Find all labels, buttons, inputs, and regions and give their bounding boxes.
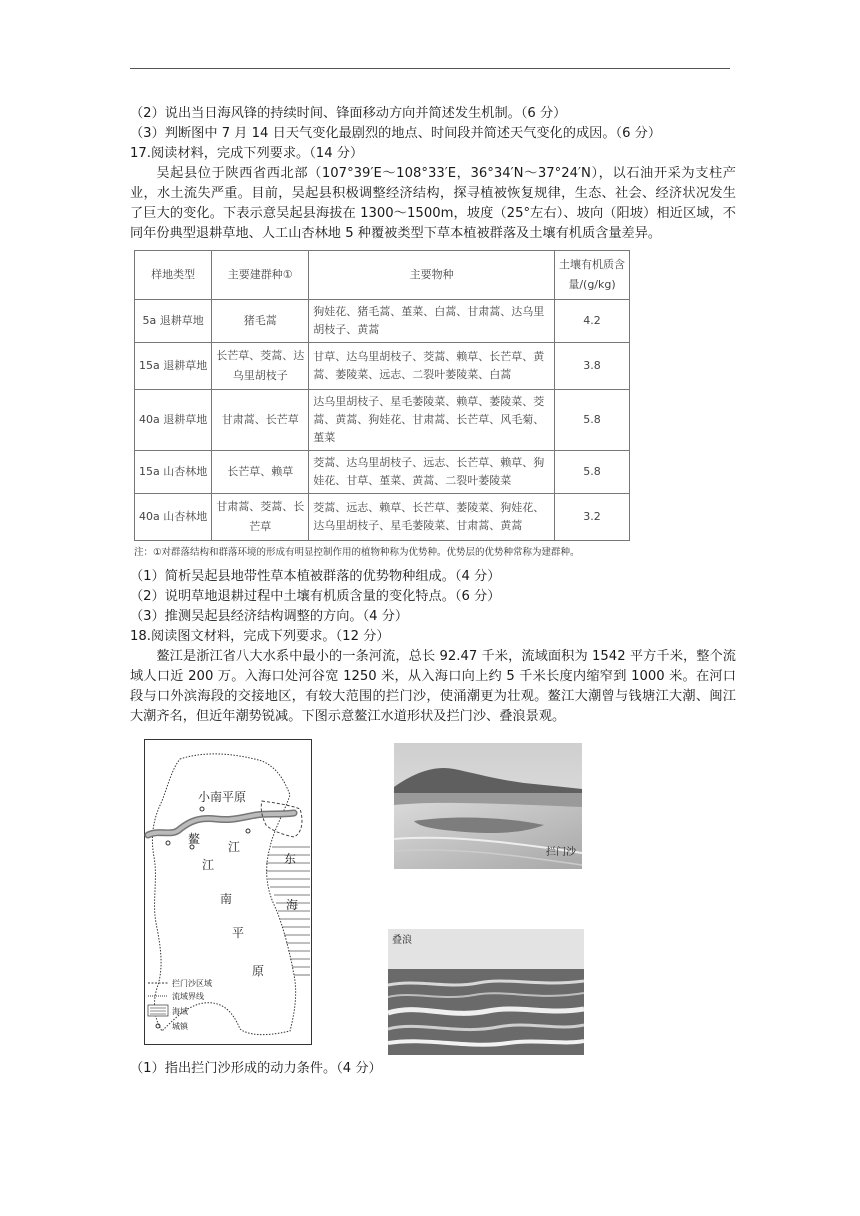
table-footnote: 注：①对群落结构和群落环境的形成有明显控制作用的植物种称为优势种。优势层的优势种常称为建群种。 [134,547,580,558]
cell-organic-matter: 3.2 [555,494,630,541]
cell-plot-type: 15a 山杏林地 [135,451,212,494]
q17-title: 17.阅读材料，完成下列要求。（14 分） [130,146,364,161]
vegetation-table [134,250,630,541]
cell-dominant: 猪毛蒿 [212,300,309,343]
label-river-2: 江 [228,840,241,854]
waves-caption: 叠浪 [392,935,412,946]
table-row [135,451,630,494]
cell-plot-type: 15a 退耕草地 [135,343,212,390]
q17-item-2: （2）说明草地退耕过程中土壤有机质含量的变化特点。（6 分） [130,589,501,604]
waves-photo [388,929,584,1055]
q18-figure [130,739,736,1099]
cell-organic-matter: 3.8 [555,343,630,390]
legend-sandbar: 拦门沙区域 [172,979,212,988]
q16-item-3: （3）判断图中 7 月 14 日天气变化最剧烈的地点、时间段并简述天气变化的成因。（6 分） [130,126,662,141]
sandbar-caption: 拦门沙 [546,847,576,858]
cell-plot-type: 40a 退耕草地 [135,390,212,451]
q17-item-3: （3）推测吴起县经济结构调整的方向。（4 分） [130,609,409,624]
cell-organic-matter: 5.8 [555,390,630,451]
label-north-plain: 小南平原 [198,790,247,804]
q18-intro: 鳌江是浙江省八大水系中最小的一条河流，总长 92.47 千米，流域面积为 1542 平方千米，整个流域人口近 200 万。入海口处河谷宽 1250 米，从入海口向上约 5 千米长度内缩窄到 1000 米。在河口段与口外滨海段的交接地区，有较大范围的拦门沙，使涌潮更为壮观。鳌江大潮曾与钱塘江大潮、闽江大潮齐名，但近年潮势锐减。下图示意鳌江水道形状及拦门沙、叠浪景观。 [130,649,736,724]
col-header-dominant: 主要建群种① [212,251,309,300]
exam-page [130,104,736,1079]
header-rule [130,68,730,69]
cell-plot-type: 5a 退耕草地 [135,300,212,343]
cell-species: 狗娃花、猪毛蒿、堇菜、白蒿、甘肃蒿、达乌里胡枝子、黄蒿 [309,300,555,343]
cell-organic-matter: 5.8 [555,451,630,494]
col-header-plot-type: 样地类型 [135,251,212,300]
label-south-2: 南 [220,892,233,906]
q18-item-1: （1）指出拦门沙形成的动力条件。（4 分） [130,1061,382,1076]
cell-species: 茭蒿、远志、赖草、长芒草、萎陵菜、狗娃花、达乌里胡枝子、星毛萎陵菜、甘肃蒿、黄蒿 [309,494,555,541]
cell-species: 茭蒿、达乌里胡枝子、远志、长芒草、赖草、狗娃花、甘草、堇菜、黄蒿、二裂叶萎陵菜 [309,451,555,494]
table-row [135,494,630,541]
label-sea-1: 东 [284,852,297,866]
q16-item-2: （2）说出当日海风锋的持续时间、锋面移动方向并简述发生机制。（6 分） [130,106,567,121]
map-svg [144,739,312,1045]
legend-sea: 海域 [172,1007,188,1016]
legend-boundary: 流域界线 [172,992,204,1001]
cell-dominant: 长芒草、赖草 [212,451,309,494]
label-sea-2: 海 [286,898,299,912]
q17-intro: 吴起县位于陕西省西北部（107°39′E～108°33′E，36°34′N～37°24′N），以石油开采为支柱产业，水土流失严重。目前，吴起县积极调整经济结构，探寻植被恢复规律，生态、社会、经济状况发生了巨大的变化。下表示意吴起县海拔在 1300～1500m，坡度（25°左右）、坡向（阳坡）相近区域，不同年份典型退耕草地、人工山杏林地 5 种覆被类型下草本植被群落及土壤有机质含量差异。 [130,166,736,241]
legend-town: 城镇 [172,1022,188,1031]
label-river-1: 鳌 [188,832,201,846]
table-row [135,343,630,390]
cell-dominant: 长芒草、茭蒿、达乌里胡枝子 [212,343,309,390]
table-row [135,390,630,451]
cell-species: 甘草、达乌里胡枝子、茭蒿、赖草、长芒草、黄蒿、萎陵菜、远志、二裂叶萎陵菜、白蒿 [309,343,555,390]
q17-item-1: （1）简析吴起县地带性草本植被群落的优势物种组成。（4 分） [130,569,501,584]
table-row [135,300,630,343]
cell-plot-type: 40a 山杏林地 [135,494,212,541]
cell-dominant: 甘肃蒿、茭蒿、长芒草 [212,494,309,541]
aojiang-map [144,739,312,1045]
cell-species: 达乌里胡枝子、星毛萎陵菜、赖草、萎陵菜、茭蒿、黄蒿、狗娃花、甘肃蒿、长芒草、风毛菊、堇菜 [309,390,555,451]
label-south-1: 江 [202,858,215,872]
col-header-species: 主要物种 [309,251,555,300]
cell-dominant: 甘肃蒿、长芒草 [212,390,309,451]
cell-organic-matter: 4.2 [555,300,630,343]
table-header-row [135,251,630,300]
q18-title: 18.阅读图文材料，完成下列要求。（12 分） [130,629,390,644]
col-header-organic-matter: 土壤有机质含量/(g/kg) [555,251,630,300]
label-south-3: 平 [232,926,245,940]
label-south-4: 原 [252,964,265,978]
sandbar-photo [394,743,582,869]
